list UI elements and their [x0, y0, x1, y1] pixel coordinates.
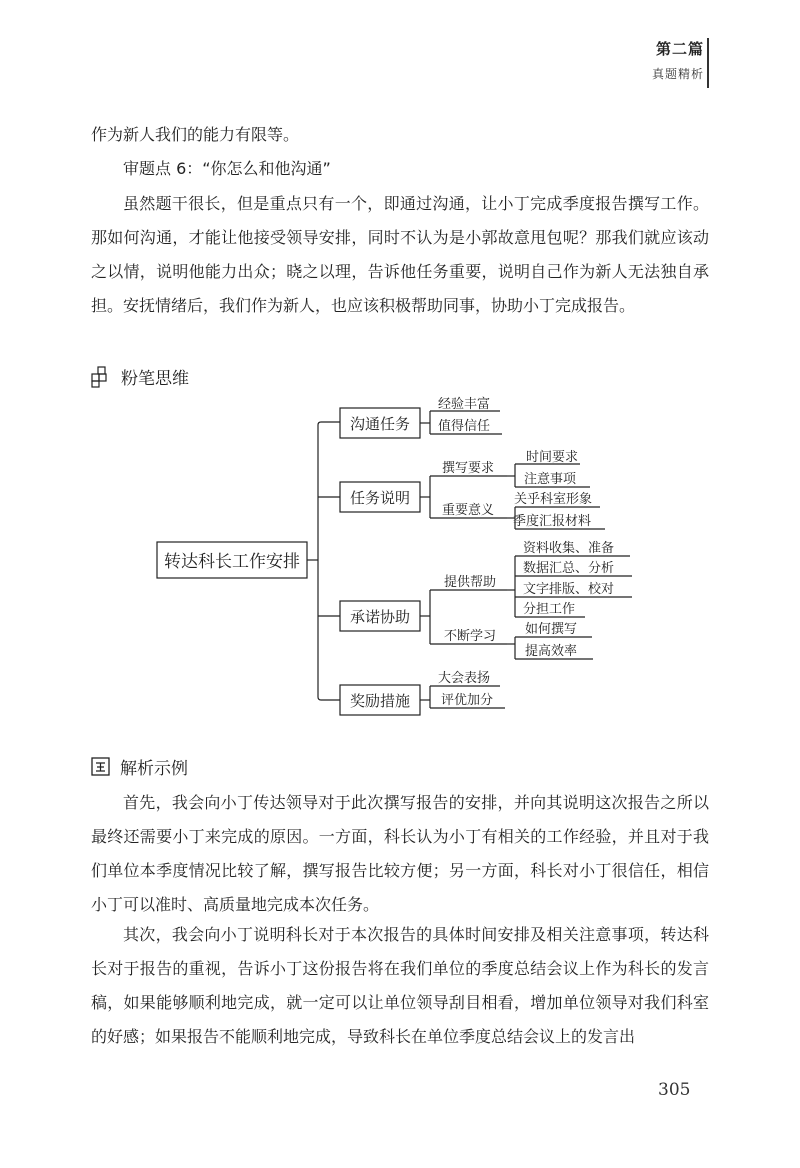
analysis-box-icon: [91, 757, 110, 776]
paragraph-5: 其次，我会向小丁说明科长对于本次报告的具体时间安排及相关注意事项，转达科长对于报告的重视，告诉小丁这份报告将在我们单位的季度总结会议上作为科长的发言稿，如果能够顺利地完成，就一定可以让单位领导刮目相看，增加单位领导对我们科室的好感；如果报告不能顺利地完成，导致科长在单位季度总结会议上的发言出: [91, 925, 709, 1046]
mm-sub-branch: 撰写要求: [442, 461, 495, 476]
mm-branch-reward: 奖励措施: [349, 692, 411, 710]
mm-leaf: 时间要求: [526, 450, 579, 465]
mm-leaf: 大会表扬: [438, 671, 491, 686]
mm-leaf: 注意事项: [524, 472, 577, 487]
mm-leaf: 如何撰写: [525, 622, 578, 637]
mm-leaf: 文字排版、校对: [523, 582, 615, 597]
mm-root-label: 转达科长工作安排: [164, 552, 300, 572]
mm-leaf: 值得信任: [438, 419, 491, 434]
example-section-title: [91, 754, 188, 779]
paragraph-4: 首先，我会向小丁传达领导对于此次撰写报告的安排，并向其说明这次报告之所以最终还需要小丁来完成的原因。一方面，科长认为小丁有相关的工作经验，并且对于我们单位本季度情况比较了解，撰写报告比较方便；另一方面，科长对小丁很信任，相信小丁可以准时、高质量地完成本次任务。: [91, 793, 709, 914]
paragraph-2: 审题点 6：“你怎么和他沟通”: [123, 159, 331, 178]
chapter-label: 第二篇: [655, 40, 704, 58]
mm-leaf: 资料收集、准备: [523, 541, 615, 556]
mm-sub-branch: 重要意义: [442, 503, 495, 518]
mm-leaf: 季度汇报材料: [513, 514, 592, 529]
chapter-subtitle: 真题精析: [651, 67, 704, 81]
mm-branch-assist: 承诺协助: [349, 608, 411, 626]
mm-branch-explain: 任务说明: [349, 489, 411, 507]
page-number: 305: [658, 1080, 691, 1100]
mm-leaf: 数据汇总、分析: [523, 561, 615, 576]
mindmap-title-text: 粉笔思维: [121, 369, 189, 389]
mm-leaf: 提高效率: [525, 644, 578, 659]
example-title-text: 解析示例: [120, 759, 188, 779]
mm-leaf: 关乎科室形象: [514, 492, 593, 507]
mm-sub-branch: 提供帮助: [444, 575, 497, 590]
mm-leaf: 经验丰富: [438, 397, 491, 412]
mm-branch-communicate: 沟通任务: [349, 415, 411, 433]
paragraph-3: 虽然题干很长，但是重点只有一个，即通过沟通，让小丁完成季度报告撰写工作。那如何沟通，才能让他接受领导安排，同时不认为是小郭故意甩包呢？那我们就应该动之以情，说明他能力出众；晓之以理，告诉他任务重要，说明自己作为新人无法独自承担。安抚情绪后，我们作为新人，也应该积极帮助同事，协助小丁完成报告。: [91, 194, 709, 315]
mm-sub-branch: 不断学习: [444, 629, 497, 644]
mm-leaf: 评优加分: [441, 693, 494, 708]
mm-leaf: 分担工作: [523, 602, 576, 617]
paragraph-1: 作为新人我们的能力有限等。: [91, 125, 300, 144]
